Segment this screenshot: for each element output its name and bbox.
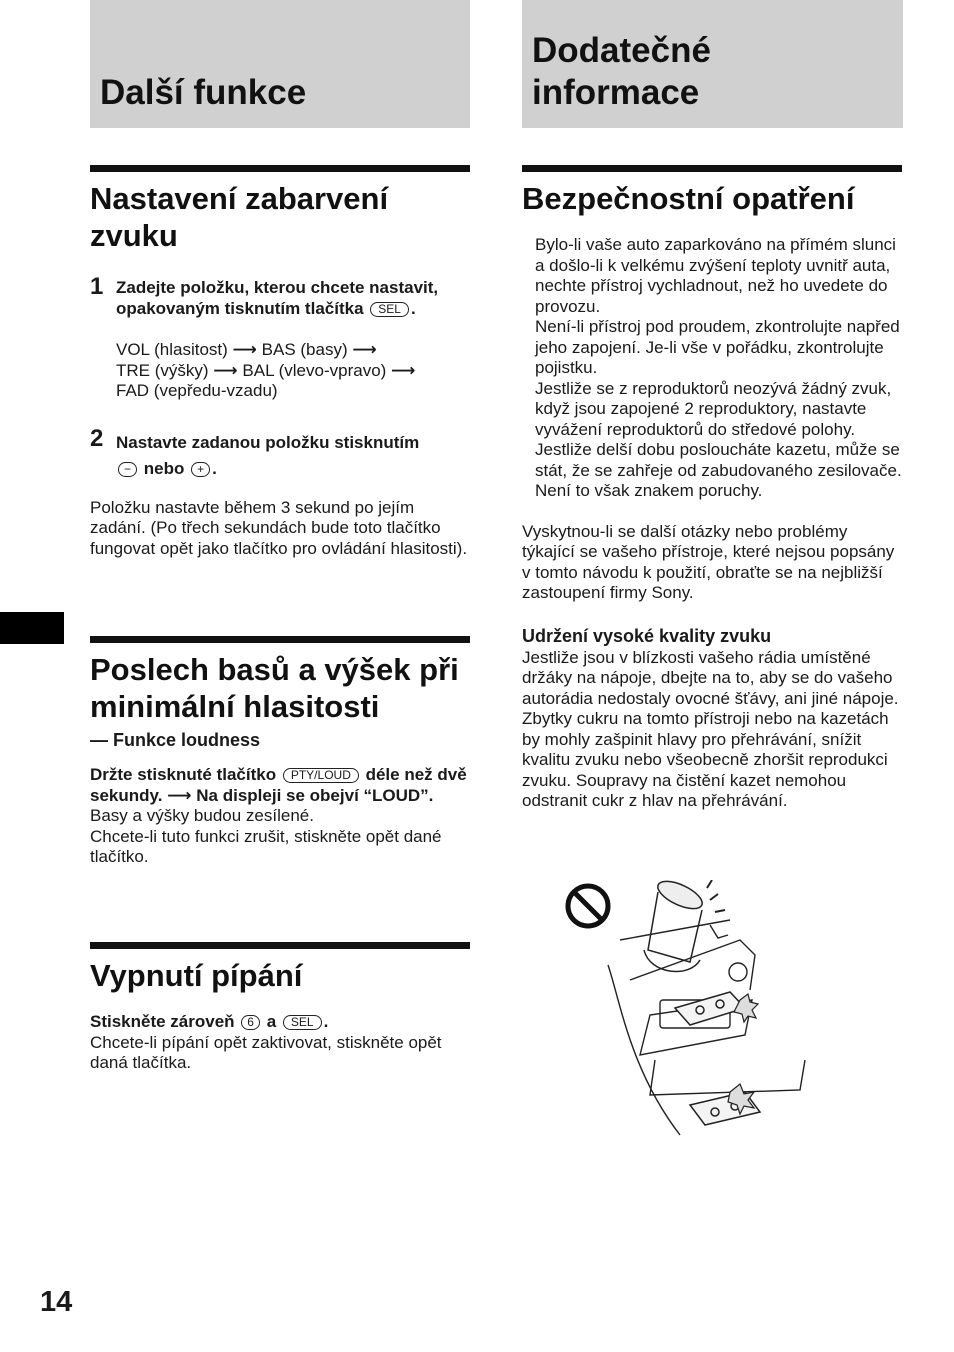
- sel-key-label: SEL: [370, 302, 409, 317]
- section-title-beep: Vypnutí pípání: [90, 958, 303, 993]
- loud-instr-c: Na displeji se obejví “LOUD”.: [196, 785, 434, 805]
- seq-item: VOL (hlasitost): [116, 340, 228, 359]
- left-header-box: [90, 0, 470, 128]
- key-6-label: 6: [241, 1015, 260, 1030]
- right-column: [522, 165, 902, 812]
- or-text: nebo: [143, 458, 185, 478]
- section-subtitle-loudness: — Funkce loudness: [90, 730, 261, 750]
- arrow-icon: ⟶: [213, 360, 238, 380]
- loud-instr-a: Držte stisknuté tlačítko: [90, 765, 277, 784]
- safety-item: Jestliže se z reproduktorů neozývá žádný zvuk, když jsou zapojené 2 reproduktory, nastavte vyvážení reproduktorů do středové polohy.: [535, 378, 892, 439]
- beep-line: Chcete-li pípání opět zaktivovat, stiskněte opět daná tlačítka.: [90, 1032, 442, 1072]
- loud-line-1: Basy a výšky budou zesílené.: [90, 806, 314, 825]
- step-number: 2: [90, 424, 104, 452]
- tone-note: Položku nastavte během 3 sekund po jejím zadání. (Po třech sekundách bude toto tlačítko fungovat opět jako tlačítko pro ovládání hlasitosti).: [90, 497, 468, 558]
- prohibition-icon: [568, 886, 608, 926]
- section-rule: [90, 165, 470, 172]
- seq-item: BAL (vlevo-vpravo): [242, 360, 387, 380]
- arrow-icon: ⟶: [391, 360, 416, 380]
- section-title-safety: Bezpečnostní opatření: [522, 181, 855, 216]
- section-tone: [90, 165, 470, 559]
- step-1: 1 Zadejte položku, kterou chcete nastavit, opakovaným tisknutím tlačítka SEL . VOL (hlasitost) ⟶ BAS (basy) ⟶ TRE (výšky) ⟶ BAL (vlevo-vpravo) ⟶ FAD (vepředu-vzadu): [90, 278, 470, 402]
- and-text: a: [266, 1012, 277, 1031]
- safety-item: Jestliže delší dobu posloucháte kazetu, může se stát, že se zahřeje od zabudovaného zesilovače. Není to však znakem poruchy.: [535, 440, 902, 500]
- section-rule: [90, 942, 470, 949]
- arrow-icon: ⟶: [352, 340, 377, 359]
- section-quality: [522, 625, 902, 812]
- seq-item: FAD (vepředu-vzadu): [116, 381, 278, 400]
- arrow-icon: ⟶: [232, 340, 257, 359]
- right-header-box: [522, 0, 903, 128]
- left-chapter-title: Další funkce: [100, 73, 307, 112]
- safety-item: Bylo-li vaše auto zaparkováno na přímém slunci a došlo-li k velkému zvýšení teploty uvnitř auta, nechte přístroj vychladnout, než ho uvedete do provozu.: [535, 235, 896, 316]
- section-loudness: [90, 636, 470, 868]
- safety-paragraph: Vyskytnou-li se další otázky nebo problémy týkající se vašeho přístroje, které nejsou popsány v tomto návodu k použití, obraťte se na nejbližší zastoupení firmy Sony.: [522, 521, 895, 602]
- seq-item: BAS (basy): [261, 340, 348, 359]
- section-title-tone: Nastavení zabarvení zvuku: [90, 181, 389, 253]
- section-beep: Vypnutí pípání Stiskněte zároveň 6 a SEL . Chcete-li pípání opět zaktivovat, stiskněte opět daná tlačítka.: [90, 942, 470, 1074]
- quality-text: Jestliže jsou v blízkosti vašeho rádia umístěné držáky na nápoje, dbejte na to, aby se do vašeho autorádia nedostaly ovocné šťávy, ani jiné nápoje. Zbytky cukru na tomto přístroji nebo na kazetách by mohly zašpinit hlavy pro přehrávání, snížit kvalitu zvuku nebo všeobecně zhoršit reprodukci zvuku. Soupravy na čistění kazet nemohou odstranit cukr z hlav na přehrávání.: [522, 647, 899, 810]
- loud-instr-b: déle než dvě sekundy.: [90, 765, 467, 805]
- plus-key-label: +: [191, 462, 210, 477]
- minus-key-label: −: [118, 462, 137, 477]
- mode-sequence: [116, 340, 470, 402]
- beep-instr-a: Stiskněte zároveň: [90, 1012, 235, 1031]
- chapter-tab-marker: [0, 612, 64, 644]
- drink-can-icon: [644, 880, 725, 971]
- right-chapter-title: Dodatečné informace: [532, 31, 711, 112]
- no-drinks-illustration: [560, 880, 810, 1145]
- seq-item: TRE (výšky): [116, 360, 209, 380]
- loud-line-2: Chcete-li tuto funkci zrušit, stiskněte opět dané tlačítko.: [90, 826, 442, 866]
- sel-key-label: SEL: [283, 1015, 322, 1030]
- section-rule: [90, 636, 470, 643]
- left-column: [90, 165, 470, 1072]
- pty-loud-key-label: PTY/LOUD: [283, 768, 359, 783]
- step-number: 1: [90, 273, 104, 300]
- arrow-icon: ⟶: [167, 785, 192, 805]
- section-title-loudness: Poslech basů a výšek při minimální hlasitosti: [90, 652, 459, 724]
- section-safety: [522, 165, 902, 604]
- quality-heading: Udržení vysoké kvality zvuku: [522, 625, 772, 646]
- safety-list: [522, 235, 902, 502]
- safety-item: Není-li přístroj pod proudem, zkontrolujte napřed jeho zapojení. Je-li vše v pořádku, zkontrolujte pojistku.: [535, 317, 900, 377]
- step-1-text: Zadejte položku, kterou chcete nastavit, opakovaným tisknutím tlačítka: [116, 278, 439, 318]
- step-2: 2 Nastavte zadanou položku stisknutím − nebo + .: [90, 424, 420, 478]
- page-number: 14: [40, 1286, 73, 1318]
- section-rule: [522, 165, 902, 172]
- step-2-text: Nastavte zadanou položku stisknutím: [116, 432, 420, 452]
